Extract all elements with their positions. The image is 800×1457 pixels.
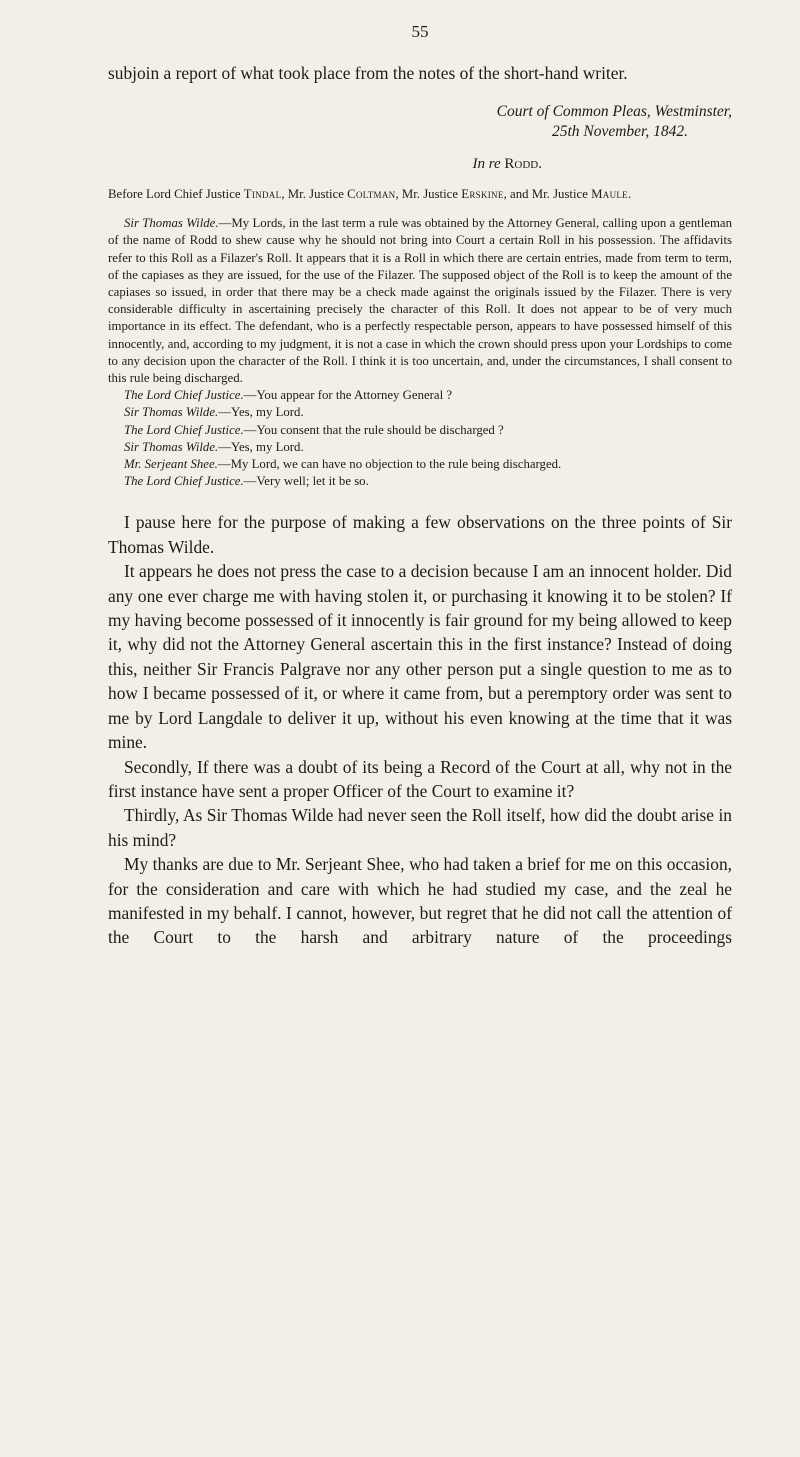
speech-text: —My Lords, in the last term a rule was obtained by the Attorney General, calling upon a gentleman of the name of Rodd to shew cause why he should not bring into Court a certain Roll in his possession. The affidavits refer to this Roll as a Filazer's Roll. It appears that it is a Roll in which there are certain entries, made from term to term, of the capiases as they are issued, for the use of the Filazer. The supposed object of the Roll is to keep the amount of the capiases so issued, in order that there may be a check made against the originals issued by the Filazer. There is very considerable difficulty in ascertaining precisely the character of this Roll. It does not appear to be of very much importance in its effect. The defendant, who is a perfectly respectable person, appears to have possessed himself of this innocently, and, according to my judgment, it is not a case in which the crown should press upon your Lordships to come to any decision upon the character of the Roll. I think it is too uncertain, and, under the circumstances, I shall consent to this rule being discharged.: [108, 216, 732, 386]
body-paragraph: It appears he does not press the case to a decision because I am an innocent holder. Did any one ever charge me with having stolen it, or purchasing it knowing it to be stolen? If my having become possessed of it innocently is fair ground for my being allowed to keep it, why did not the Attorney General ascertain this in the first instance? Instead of doing this, neither Sir Francis Palgrave nor any other person put a single question to me as to how I became possessed of it, or where it came from, but a peremptory order was sent to me by Lord Langdale to deliver it up, without his even knowing at the time that it was mine.: [108, 561, 732, 753]
document-page: [108, 0, 732, 950]
case-title: [108, 154, 542, 174]
bench-sep-2: , Mr. Justice: [395, 187, 459, 201]
speaker-name: Sir Thomas Wilde.: [124, 439, 219, 454]
speaker-name: The Lord Chief Justice.: [124, 388, 244, 403]
speech-text: —You appear for the Attorney General ?: [243, 388, 453, 403]
in-re-label: In re: [472, 156, 501, 172]
bench-sep-3: , and Mr. Justice: [503, 187, 588, 201]
body-paragraph: Thirdly, As Sir Thomas Wilde had never seen the Roll itself, how did the doubt arise in his mind?: [108, 805, 732, 850]
speaker-name: The Lord Chief Justice.: [124, 422, 244, 437]
bench-end: .: [627, 187, 632, 201]
speaker-name: The Lord Chief Justice.: [124, 474, 244, 489]
report-speech: [108, 422, 732, 439]
body-paragraph: My thanks are due to Mr. Serjeant Shee, who had taken a brief for me on this occasion, for the consideration and care with which he had studied my case, and the zeal he manifested in my behalf. I cannot, however, but regret that he did not call the attention of the Court to the harsh and arbitrary nature of the proceedings: [108, 854, 732, 948]
report-speech: [108, 473, 732, 490]
body-paragraph: I pause here for the purpose of making a few observations on the three points of Sir Thomas Wilde.: [108, 512, 732, 557]
court-date: 25th November, 1842.: [551, 123, 688, 140]
case-name: Rodd.: [504, 156, 542, 172]
judge-maule: Maule: [591, 187, 628, 201]
speech-text: —Yes, my Lord.: [218, 405, 304, 420]
speaker-name: Mr. Serjeant Shee.: [124, 457, 218, 472]
report-speech: [108, 439, 732, 456]
speech-text: —My Lord, we can have no objection to the rule being discharged.: [217, 457, 562, 472]
report-speech: [108, 404, 732, 421]
judge-coltman: Coltman: [347, 187, 396, 201]
judge-erskine: Erskine: [461, 187, 504, 201]
bench-paragraph: [108, 186, 732, 203]
judge-tindal: Tindal: [243, 187, 282, 201]
body-paragraph: Secondly, If there was a doubt of its being a Record of the Court at all, why not in the first instance have sent a proper Officer of the Court to examine it?: [108, 756, 732, 801]
report-speech: [108, 456, 732, 473]
bench-sep-1: , Mr. Justice: [281, 187, 344, 201]
page-number: 55: [411, 22, 429, 41]
intro-paragraph: subjoin a report of what took place from the notes of the short-hand writer.: [108, 63, 628, 83]
speech-text: —Yes, my Lord.: [218, 439, 304, 454]
report-speech: [108, 387, 732, 404]
report-speech: [108, 215, 732, 387]
speaker-name: Sir Thomas Wilde.: [124, 405, 219, 420]
bench-before: Before Lord Chief Justice: [108, 187, 241, 201]
speech-text: —You consent that the rule should be discharged ?: [243, 422, 504, 437]
speech-text: —Very well; let it be so.: [243, 474, 369, 489]
court-heading: Court of Common Pleas, Westminster,: [496, 103, 732, 120]
speaker-name: Sir Thomas Wilde.: [124, 216, 219, 231]
